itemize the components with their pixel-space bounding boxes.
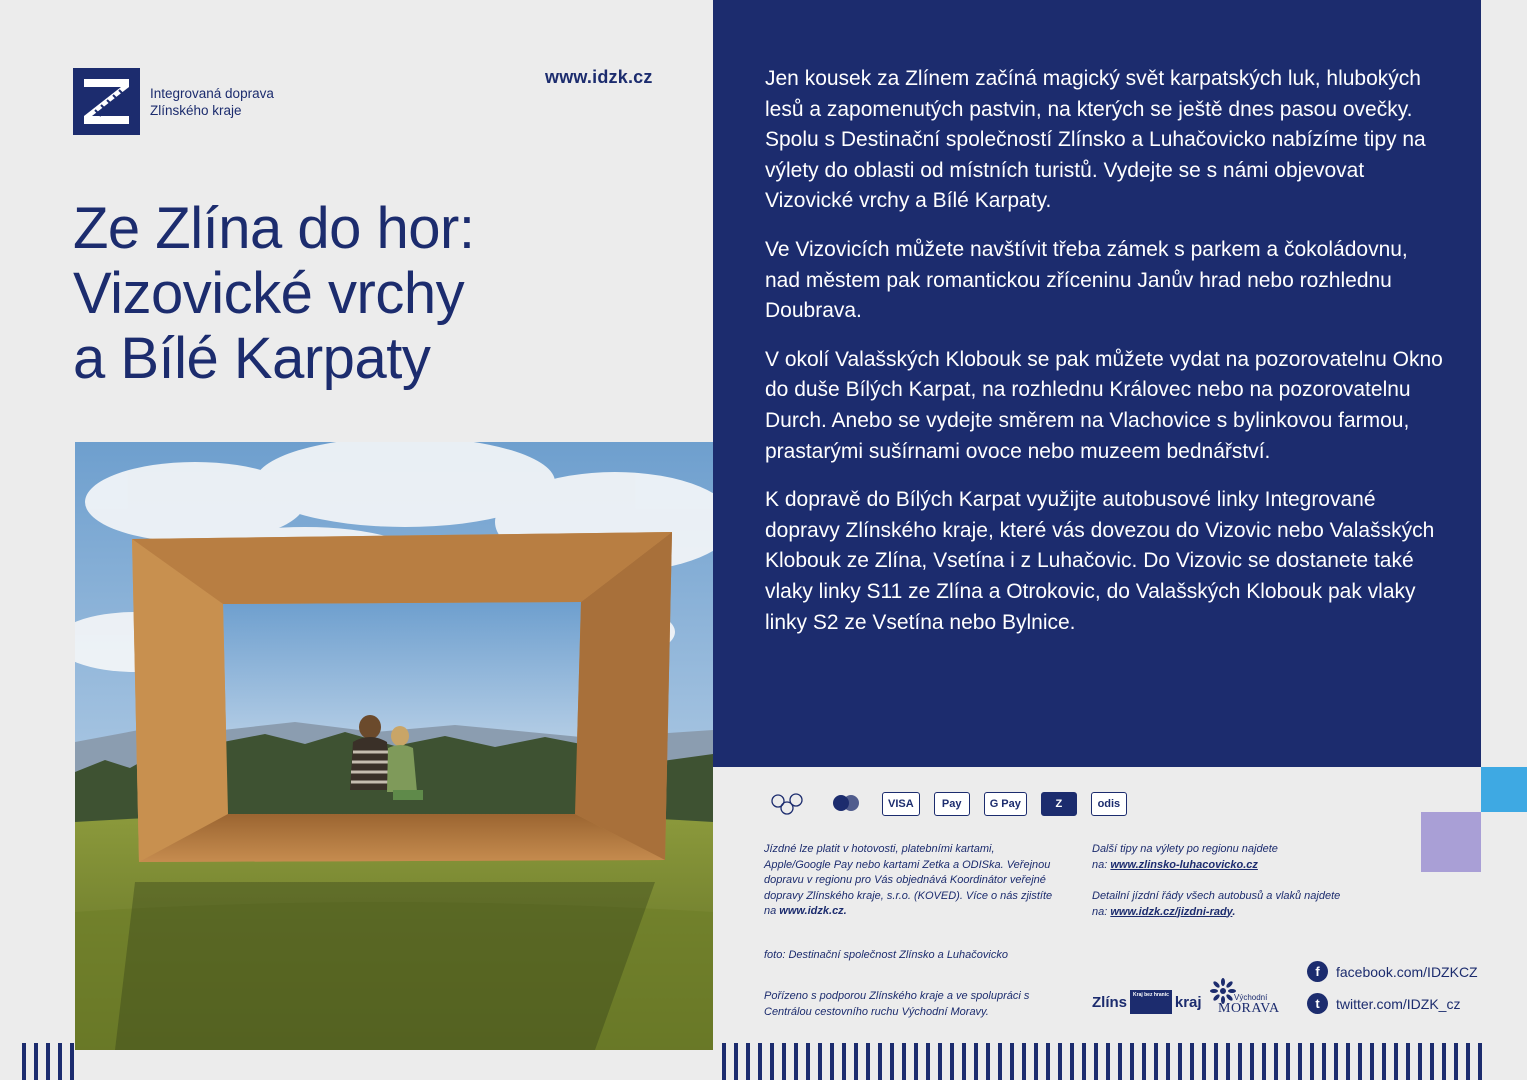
timetables-link[interactable]: www.idzk.cz/jizdni-rady [1110, 905, 1233, 918]
odiska-card-icon: odis [1091, 792, 1127, 816]
facebook-link[interactable]: f facebook.com/IDZKCZ [1307, 961, 1478, 982]
google-pay-icon: G Pay [984, 792, 1027, 816]
intro-paragraph: Jen kousek za Zlínem začíná magický svět karpatských luk, hlubokých lesů a zapomenutých pastvin, na kterých se ještě dnes pasou ovečky. Spolu s Destinační společností Zlínsko a Luhačovicko nabízíme tipy na výlety do oblasti od místních turistů. Vydejte se s námi objevovat Vizovické vrchy a Bílé Karpaty. [765, 67, 1426, 213]
facebook-icon: f [1307, 961, 1328, 982]
decor-stripes-right [722, 1043, 1482, 1080]
fare-zones-icon [764, 792, 810, 816]
website-link[interactable]: www.idzk.cz [545, 67, 653, 87]
payment-info: Jízdné lze platit v hotovosti, platebními kartami, Apple/Google Pay nebo kartami Zetka a ODISka. Veřejnou dopravu v regionu pro Vás objednává Koordinátor veřejné dopravy Zlínského kraje, s.r.o. (KOVED). Více o nás zjistíte na www.idzk.cz. [764, 843, 1053, 917]
twitter-icon: t [1307, 993, 1328, 1014]
page-title: Ze Zlína do hor: Vizovické vrchy a Bílé Karpaty [73, 196, 475, 391]
support-note: Pořízeno s podporou Zlínského kraje a ve spolupráci s Centrálou cestovního ruchu Východní Moravy. [764, 990, 1030, 1018]
zetka-card-icon: Z [1041, 792, 1077, 816]
intro-paragraph: V okolí Valašských Klobouk se pak můžete vydat na pozorovatelnu Okno do duše Bílých Karpat, na rozhlednu Královec nebo na pozorovatelnu Durch. Anebo se vydejte směrem na Vlachovice s bylinkovou farmou, prastarými sušírnami ovoce nebo muzeem bednářství. [765, 347, 1443, 463]
photo-credit: foto: Destinační společnost Zlínsko a Luhačovicko [764, 949, 1008, 961]
visa-icon: VISA [882, 792, 920, 816]
timetables-info: Detailní jízdní řády všech autobusů a vlaků najdete na: www.idzk.cz/jizdni-rady. [1092, 890, 1341, 918]
decor-square-cyan [1481, 767, 1527, 812]
intro-paragraph: K dopravě do Bílých Karpat využijte autobusové linky Integrované dopravy Zlínského kraje, které vás dovezou do Vizovic nebo Valašských Klobouk ze Zlína, Vsetína i z Luhačovic. Do Vizovic se dostanete také vlaky linky S11 ze Zlína a Otrokovic, do Valašských Klobouk pak vlaky linky S2 ze Vsetína nebo Bylnice. [765, 488, 1435, 634]
decor-stripes-left [22, 1043, 75, 1080]
koved-link[interactable]: www.idzk.cz. [779, 905, 847, 917]
trip-tips: Další tipy na výlety po regionu najdete na: www.zlinsko-luhacovicko.cz [1092, 843, 1278, 871]
apple-pay-icon: Pay [934, 792, 970, 816]
vm-logo-sub: Východní [1234, 993, 1268, 1002]
intro-paragraph: Ve Vizovicích můžete navštívit třeba zámek s parkem a čokoládovnu, nad městem pak romantickou zříceninu Janův hrad nebo rozhlednu Doubrava. [765, 237, 1408, 323]
payment-methods [764, 792, 1127, 816]
idzk-logo-icon [73, 68, 140, 135]
hero-photo [75, 442, 713, 1050]
vm-logo-main: MORAVA [1218, 1001, 1280, 1016]
twitter-link[interactable]: t twitter.com/IDZK_cz [1307, 993, 1460, 1014]
brand-name: Integrovaná doprava Zlínského kraje [150, 86, 274, 118]
mastercard-icon [824, 792, 868, 816]
zlinsko-luhacovicko-link[interactable]: www.zlinsko-luhacovicko.cz [1110, 858, 1258, 871]
intro-text [765, 64, 1445, 656]
zlinsky-kraj-logo: Zlíns Kraj bez hranic kraj [1092, 990, 1202, 1014]
decor-square-lilac [1421, 812, 1481, 872]
